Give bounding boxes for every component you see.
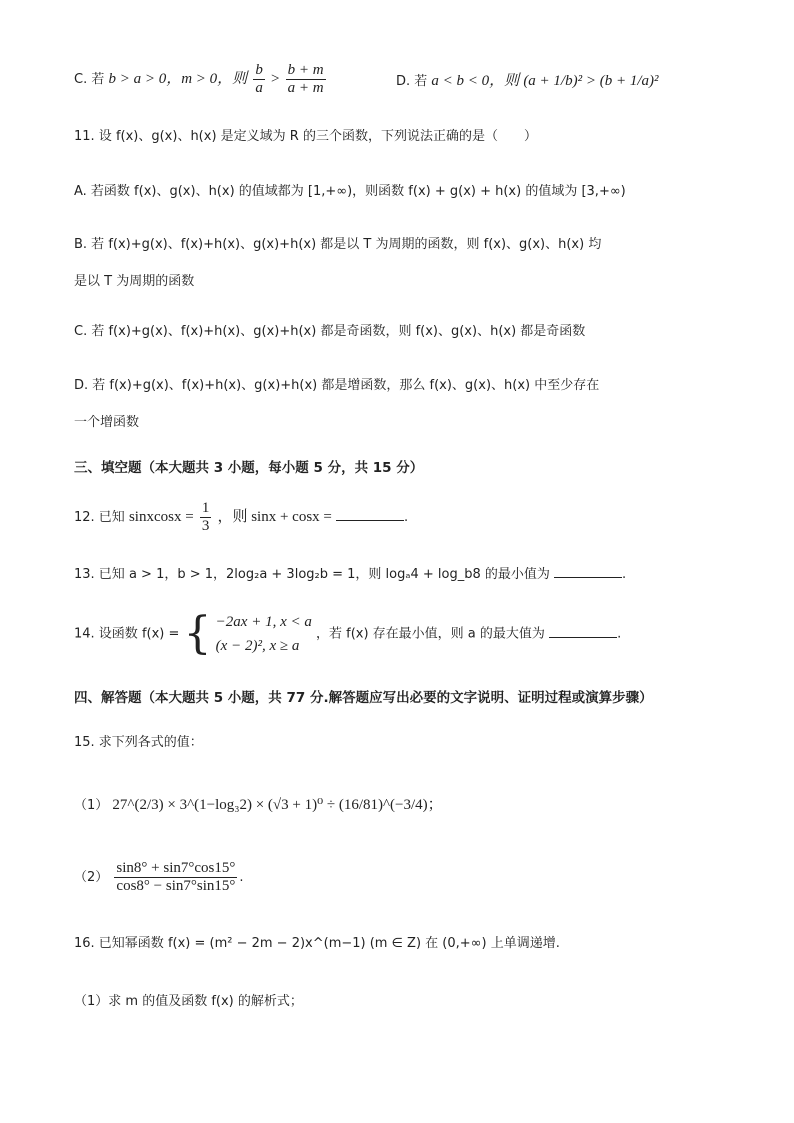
period: . bbox=[617, 626, 622, 642]
q16-part1: （1）求 m 的值及函数 f(x) 的解析式； bbox=[74, 994, 303, 1009]
q15-part1 bbox=[74, 796, 443, 815]
q15-part1-expression: 27^(2/3) × 3^(1−log₃2) × (√3 + 1)⁰ ÷ (16/81)^(−3/4)； bbox=[112, 797, 443, 813]
q15-part2 bbox=[74, 860, 244, 895]
piecewise-cases bbox=[216, 610, 312, 658]
q11-option-a: A. 若函数 f(x)、g(x)、h(x) 的值域都为 [1,+∞)，则函数 f(x) + g(x) + h(x) 的值域为 [3,+∞) bbox=[74, 184, 626, 199]
q10-option-c: C. 若 b > a > 0，m > 0，则 $\frac{b}{a}$ > $\frac{b + m}{a + m}$ bbox=[74, 62, 324, 96]
part-label: （1） bbox=[74, 798, 109, 813]
fraction-numerator: sin8° + sin7°cos15° bbox=[116, 860, 236, 876]
section-3-heading: 三、填空题（本大题共 3 小题，每小题 5 分，共 15 分） bbox=[74, 460, 424, 476]
q11-stem: 11. 设 f(x)、g(x)、h(x) 是定义域为 R 的三个函数，下列说法正确的是（ ） bbox=[74, 129, 537, 144]
fraction-denominator: a + m bbox=[287, 80, 324, 96]
period: . bbox=[622, 567, 627, 582]
option-c-label: C. 若 bbox=[74, 72, 105, 87]
answer-blank[interactable] bbox=[336, 506, 404, 521]
q11-option-c: C. 若 f(x)+g(x)、f(x)+h(x)、g(x)+h(x) 都是奇函数，则 f(x)、g(x)、h(x) 都是奇函数 bbox=[74, 324, 586, 339]
part-label: （2） bbox=[74, 870, 109, 885]
q16-stem: 16. 已知幂函数 f(x) = (m² − 2m − 2)x^(m−1) (m ∈ Z) 在 (0,+∞) 上单调递增. bbox=[74, 936, 560, 951]
q14-suffix: ，若 f(x) 存在最小值，则 a 的最大值为 bbox=[316, 626, 545, 642]
option-c-condition: b > a > 0，m > 0，则 bbox=[108, 71, 248, 87]
fraction-one-third bbox=[200, 500, 212, 535]
case-1: −2ax + 1, x < a bbox=[215, 614, 312, 630]
q13-text: 13. 已知 a > 1，b > 1，2log₂a + 3log₂b = 1，则 logₐ4 + log_b8 的最小值为 bbox=[74, 567, 550, 582]
q13 bbox=[74, 563, 626, 584]
fraction-b-over-a bbox=[253, 62, 265, 97]
fraction-denominator: cos8° − sin7°sin15° bbox=[116, 878, 236, 894]
option-d-expression: (a + 1/b)² > (b + 1/a)² bbox=[523, 73, 659, 89]
q11-option-d-line2: 一个增函数 bbox=[74, 415, 140, 430]
fraction-denominator: a bbox=[255, 80, 263, 96]
option-d-label: D. 若 bbox=[396, 74, 428, 89]
answer-blank[interactable] bbox=[554, 563, 622, 578]
option-d-condition: a < b < 0，则 bbox=[431, 73, 520, 89]
section-4-heading: 四、解答题（本大题共 5 小题，共 77 分.解答题应写出必要的文字说明、证明过程或演算步骤） bbox=[74, 690, 653, 706]
q11-option-b-line2: 是以 T 为周期的函数 bbox=[74, 274, 195, 289]
case-2: (x − 2)², x ≥ a bbox=[215, 638, 300, 654]
period: . bbox=[239, 870, 244, 885]
q12-suffix: ，则 sinx + cosx = bbox=[217, 509, 332, 525]
q14-prefix: 14. 设函数 f(x) = bbox=[74, 626, 180, 642]
left-brace-icon: { bbox=[183, 608, 212, 659]
q12-lhs: sinxcosx = bbox=[128, 509, 194, 525]
fraction-bm-over-am bbox=[286, 62, 326, 97]
q12-prefix: 12. 已知 bbox=[74, 510, 125, 525]
fraction-numerator: b bbox=[255, 62, 263, 78]
q12 bbox=[74, 500, 408, 535]
q14 bbox=[74, 610, 621, 658]
trig-fraction bbox=[114, 860, 237, 895]
fraction-denominator: 3 bbox=[201, 518, 210, 534]
q11-option-b-line1: B. 若 f(x)+g(x)、f(x)+h(x)、g(x)+h(x) 都是以 T 为周期的函数，则 f(x)、g(x)、h(x) 均 bbox=[74, 237, 602, 252]
fraction-numerator: 1 bbox=[201, 500, 210, 516]
q10-option-d bbox=[396, 72, 659, 91]
fraction-numerator: b + m bbox=[287, 62, 324, 78]
period: . bbox=[404, 510, 409, 525]
q11-option-d-line1: D. 若 f(x)+g(x)、f(x)+h(x)、g(x)+h(x) 都是增函数，那么 f(x)、g(x)、h(x) 中至少存在 bbox=[74, 378, 600, 393]
answer-blank[interactable] bbox=[549, 623, 617, 638]
q15-stem: 15. 求下列各式的值： bbox=[74, 735, 203, 750]
